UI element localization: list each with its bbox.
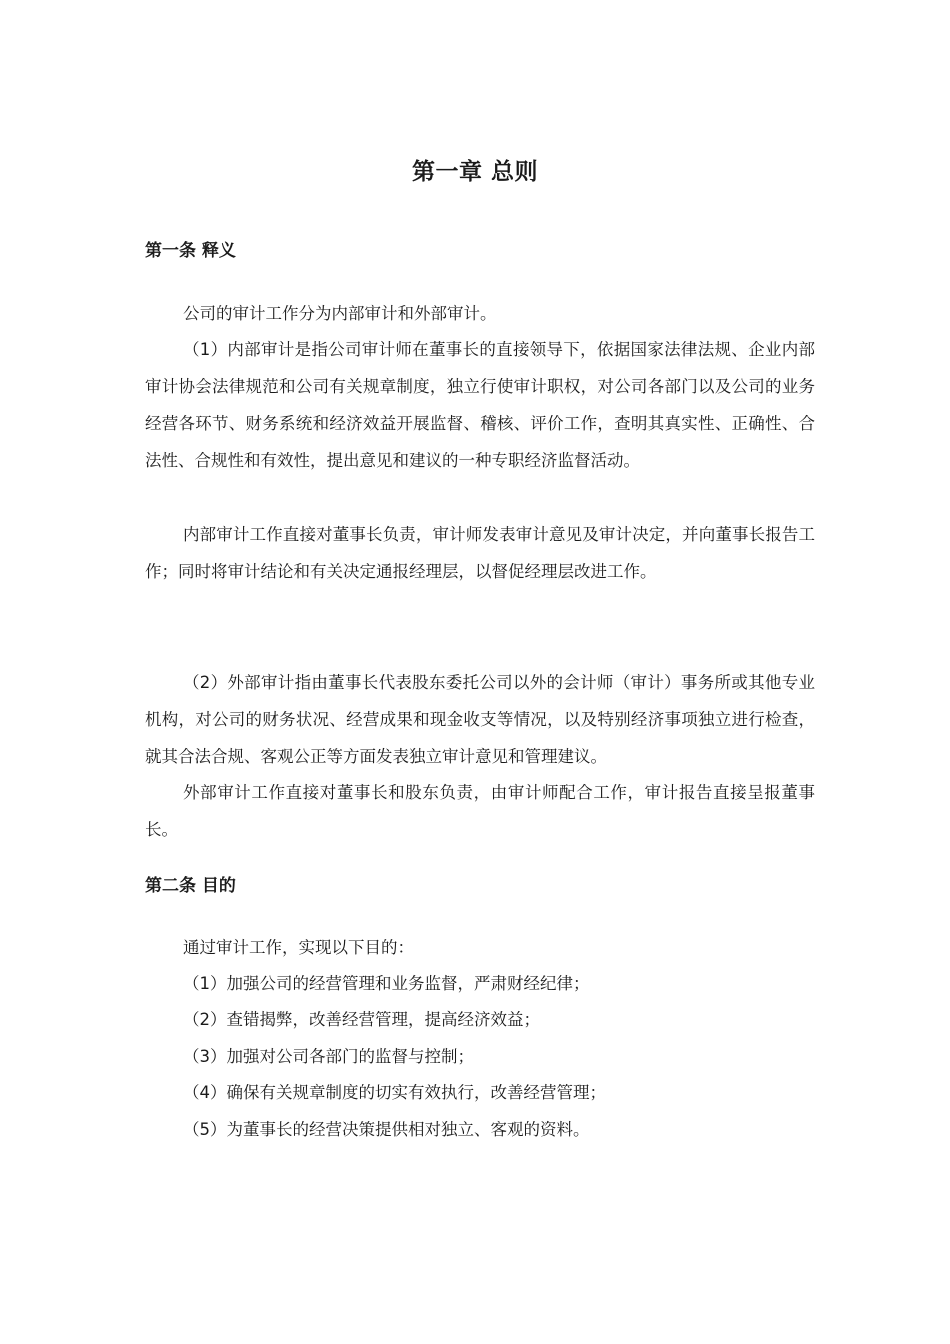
article-2-item-2: （2）查错揭弊，改善经营管理，提高经济效益； <box>183 1010 540 1029</box>
article-2-heading: 第二条 目的 <box>145 876 236 896</box>
article-2-item-1: （1）加强公司的经营管理和业务监督，严肃财经纪律； <box>183 974 590 993</box>
chapter-title: 第一章 总则 <box>411 159 538 185</box>
article-1-paragraph-2: （1）内部审计是指公司审计师在董事长的直接领导下，依据国家法律法规、企业内部审计协会法律规范和公司有关规章制度，独立行使审计职权，对公司各部门以及公司的业务经营各环节、财务系统和经济效益开展监督、稽核、评价工作，查明其真实性、正确性、合法性、合规性和有效性，提出意见和建议的一种专职经济监督活动。 <box>145 340 815 470</box>
article-1-paragraph-5: 外部审计工作直接对董事长和股东负责，由审计师配合工作，审计报告直接呈报董事长。 <box>145 783 815 839</box>
article-1-heading: 第一条 释义 <box>145 241 236 261</box>
article-2-item-5: （5）为董事长的经营决策提供相对独立、客观的资料。 <box>183 1120 590 1139</box>
article-2-item-3: （3）加强对公司各部门的监督与控制； <box>183 1047 474 1066</box>
article-1-paragraph-1: 公司的审计工作分为内部审计和外部审计。 <box>183 304 497 323</box>
article-2-item-4: （4）确保有关规章制度的切实有效执行，改善经营管理； <box>183 1083 606 1102</box>
article-2-intro: 通过审计工作，实现以下目的： <box>183 938 414 957</box>
article-1-paragraph-4: （2）外部审计指由董事长代表股东委托公司以外的会计师（审计）事务所或其他专业机构，对公司的财务状况、经营成果和现金收支等情况，以及特别经济事项独立进行检查，就其合法合规、客观公正等方面发表独立审计意见和管理建议。 <box>145 673 815 766</box>
article-1-paragraph-3: 内部审计工作直接对董事长负责，审计师发表审计意见及审计决定，并向董事长报告工作；同时将审计结论和有关决定通报经理层，以督促经理层改进工作。 <box>145 525 815 581</box>
